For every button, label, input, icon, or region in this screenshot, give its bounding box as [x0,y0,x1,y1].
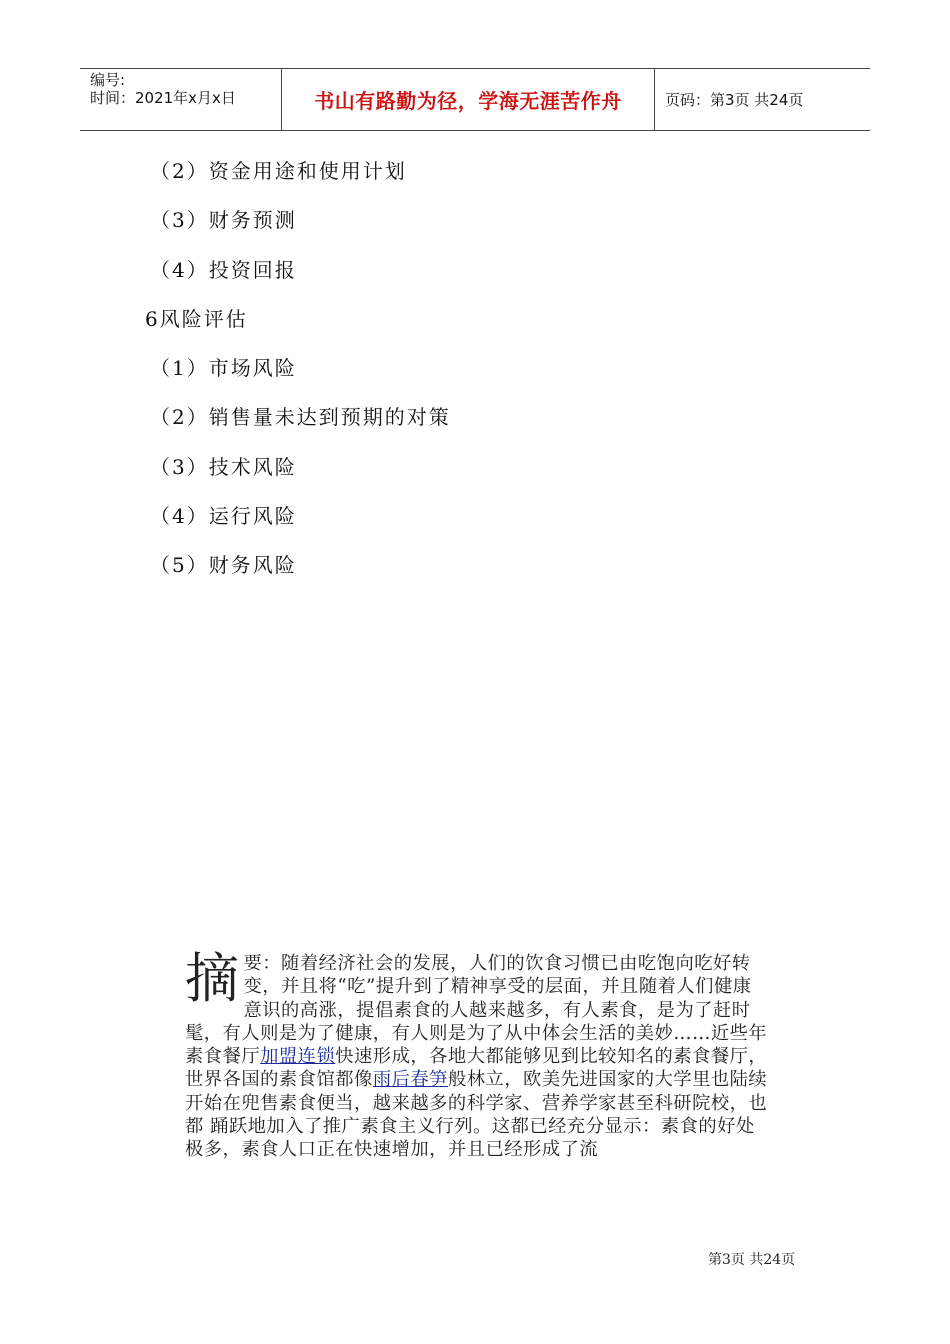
outline-item: （1）市场风险 [150,356,297,380]
mushrooming-link[interactable]: 雨后春笋 [372,1069,448,1091]
abstract-text: 般林立，欧美先进国家的大学里也陆续开始在兜售素食便当，越来越多的科学家、营养学家甚至科研院校，也都 踊跃地加入了推广素食主义行列。这都已经充分显示：素食的好处极多，素食人口正在快速增加，并且已经形成了流 [185,1069,768,1161]
outline-item: （4）运行风险 [150,504,297,528]
page-footer: 第3页 共24页 [708,1252,796,1268]
header-meta-cell [80,69,282,130]
page-header [80,68,870,131]
outline-item: （2）销售量未达到预期的对策 [150,405,451,429]
outline-item: （5）财务风险 [150,553,297,577]
time-label: 时间：2021年x月x日 [90,89,236,107]
franchise-link[interactable]: 加盟连锁 [260,1046,336,1068]
header-motto-cell [282,69,655,130]
outline-item: （2）资金用途和使用计划 [150,159,407,183]
outline-item: （3）财务预测 [150,208,297,232]
outline-heading: 6风险评估 [145,307,248,331]
abstract-text: 要：随着经济社会的发展，人们的饮食习惯已由吃饱向吃好转变，并且将“吃”提升到了精神享受的层面，并且随着人们健康意识的高涨，提倡素食的人越来越多，有人素食，是为了赶时髦，有人则是为了健康，有人则是为了从中体会生活的美妙……近些年素食餐厅 [185,953,768,1068]
outline-item: （4）投资回报 [150,258,297,282]
serial-number-label: 编号: [90,71,126,89]
motto-text: 书山有路勤为径，学海无涯苦作舟 [314,89,622,113]
drop-cap: 摘 [185,947,240,1010]
abstract-paragraph [185,947,770,1162]
header-page-info: 页码：第3页 共24页 [665,91,804,109]
outline-item: （3）技术风险 [150,455,297,479]
header-page-cell [655,69,870,130]
abstract-text: 快速形成，各地大都能够见到比较知名的素食餐厅，世界各国的素食馆都像 [185,1046,768,1091]
